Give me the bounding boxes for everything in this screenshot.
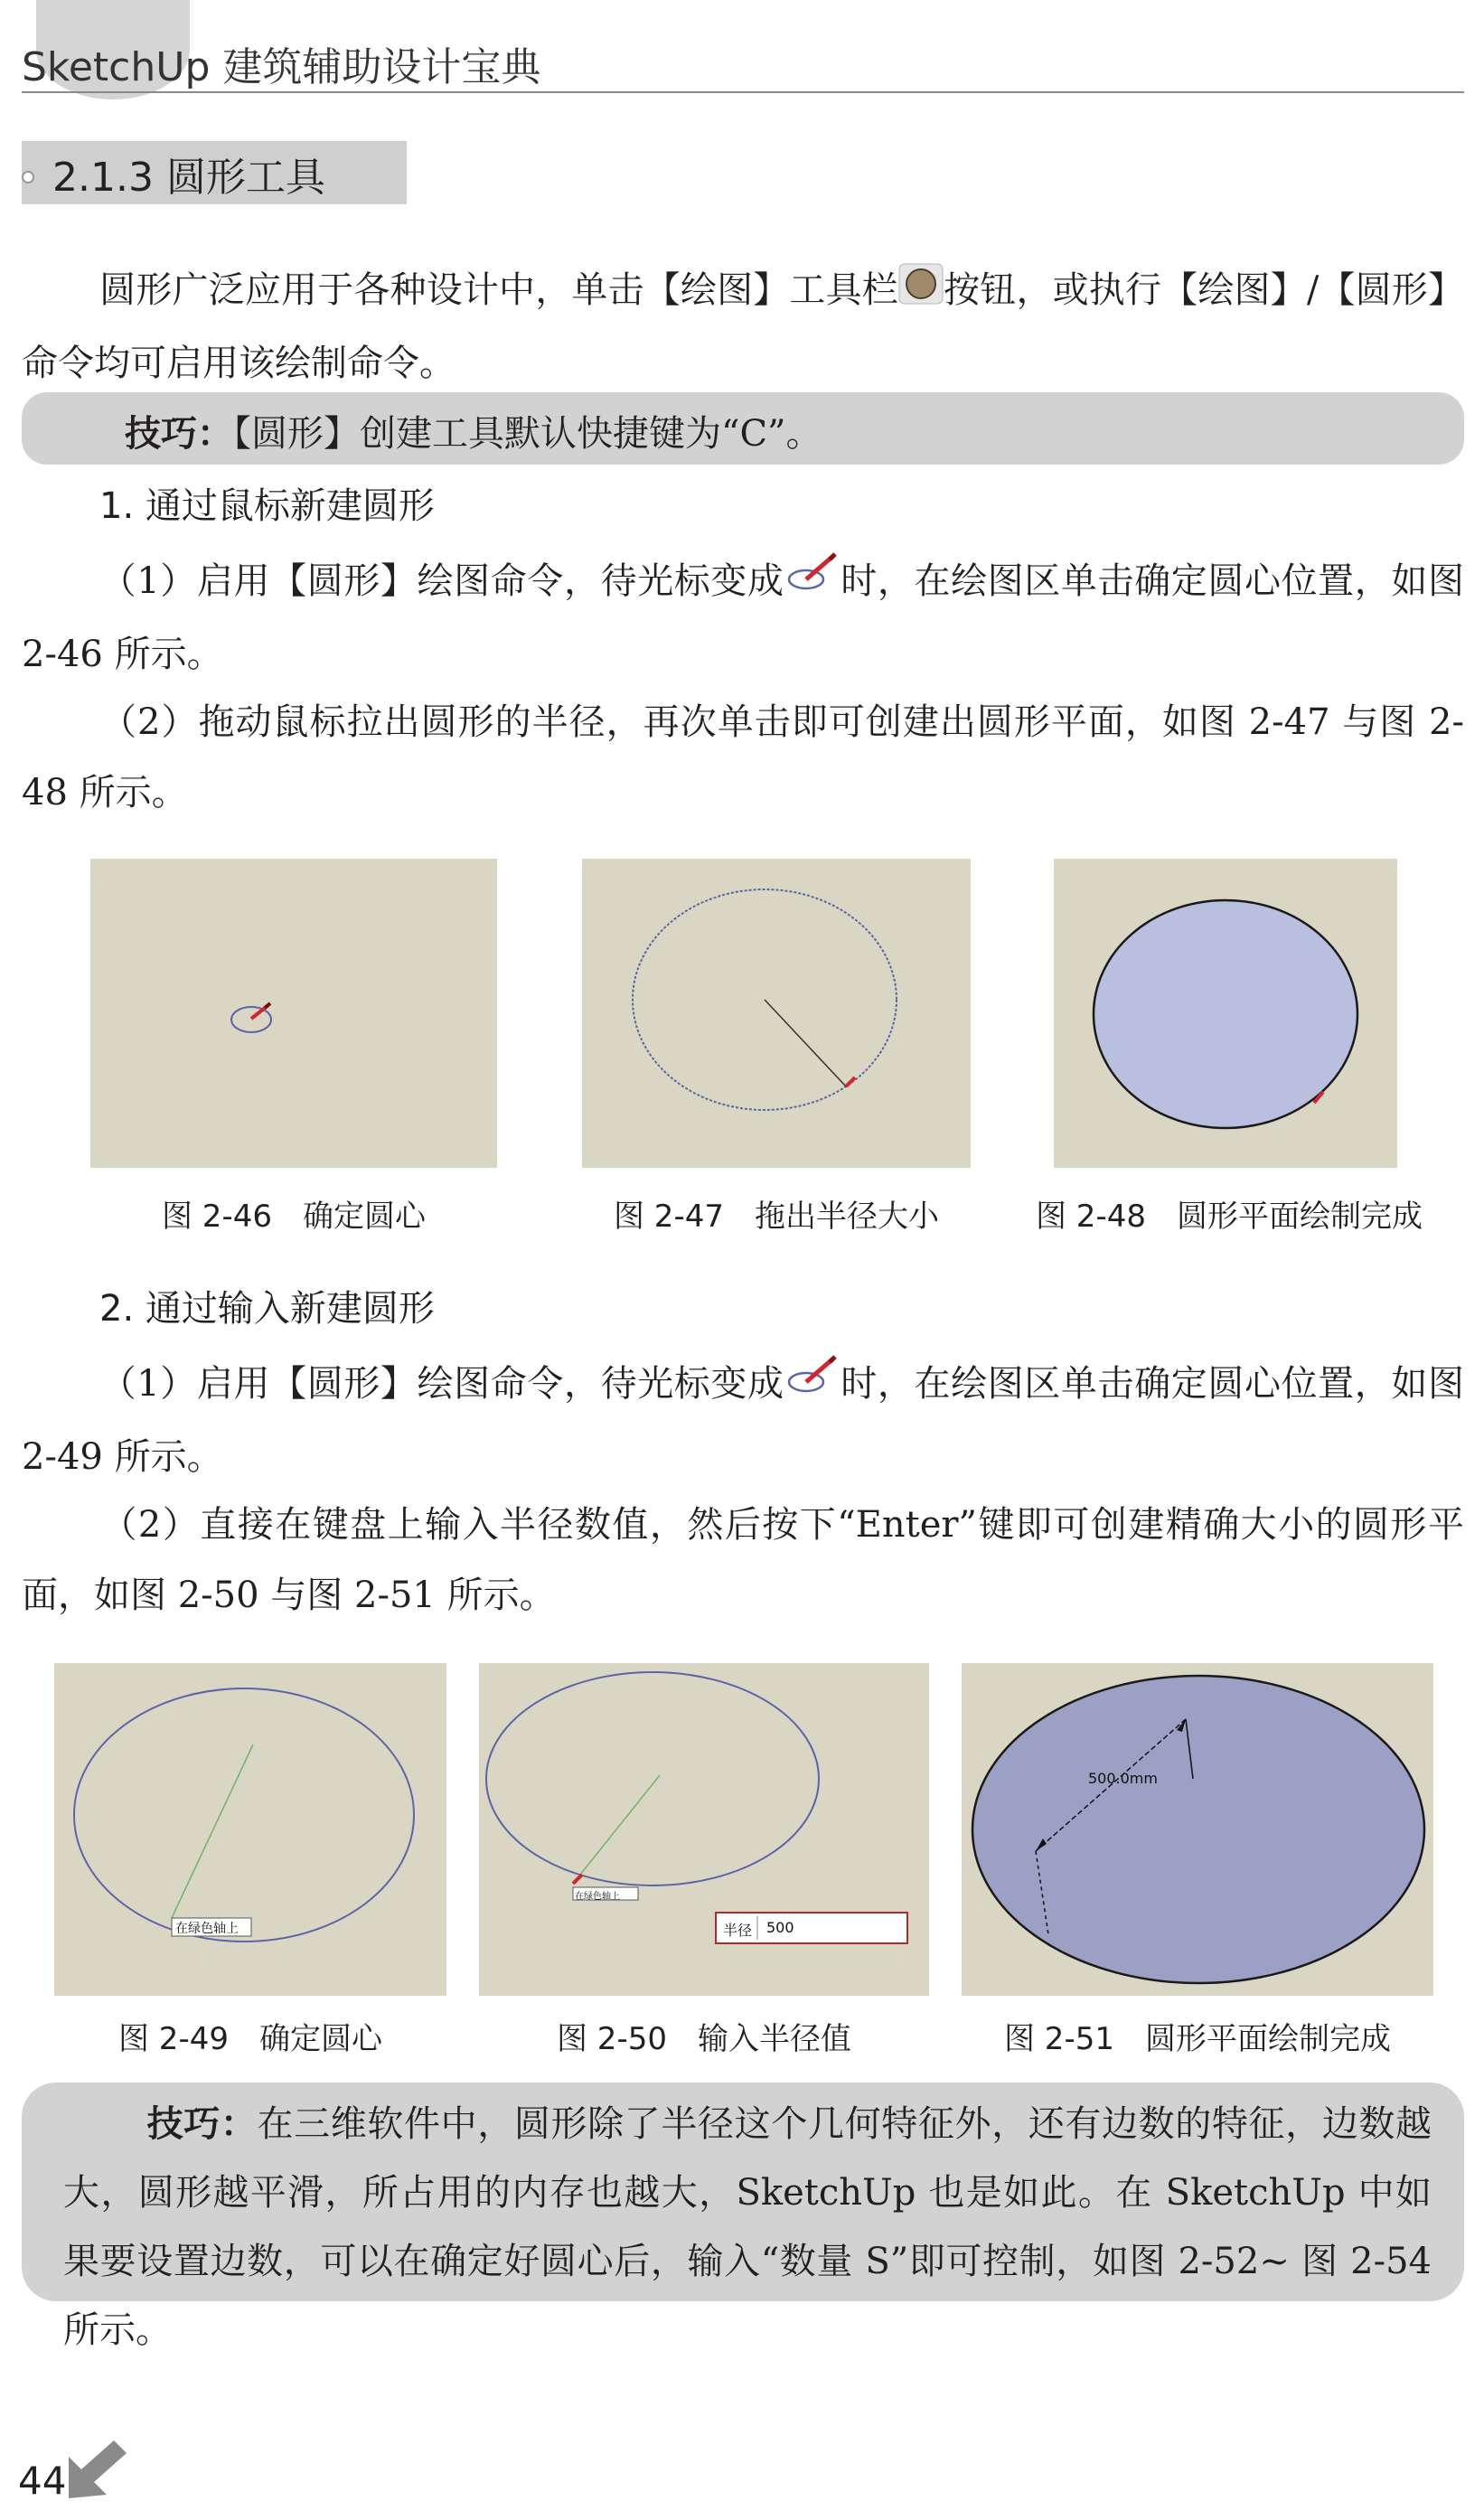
caption-2-47: 图 2-47 拖出半径大小	[614, 1199, 939, 1235]
caption-2-50: 图 2-50 输入半径值	[557, 2021, 851, 2057]
dimension-label: 500.0mm	[1088, 1770, 1158, 1787]
part1-step1	[22, 546, 1464, 690]
tip-2-text: 在三维软件中，圆形除了半径这个几何特征外，还有边数的特征，边数越大，圆形越平滑，所占用的内存也越大，SketchUp 也是如此。在 SketchUp 中如果要设置边数，可以在确定好圆心后，输入“数量 S”即可控制，如图 2-52~ 图 2-54 所示。	[63, 2103, 1432, 2351]
section-heading: 2.1.3 圆形工具	[52, 155, 325, 201]
figure-2-48	[1054, 859, 1397, 1168]
page-arrow-icon	[65, 2440, 127, 2506]
page-number: 44	[18, 2459, 67, 2503]
intro-text-1: 圆形广泛应用于各种设计中，单击【绘图】工具栏	[99, 269, 898, 311]
caption-2-46: 图 2-46 确定圆心	[162, 1199, 426, 1235]
header-rule	[22, 91, 1464, 93]
part1-step1-a: （1）启用【圆形】绘图命令，待光标变成	[99, 560, 784, 602]
header-title: SketchUp 建筑辅助设计宝典	[22, 44, 541, 90]
caption-2-49: 图 2-49 确定圆心	[118, 2021, 382, 2057]
part1-step2: （2）拖动鼠标拉出圆形的半径，再次单击即可创建出圆形平面，如图 2-47 与图 2-48 所示。	[22, 701, 1464, 813]
figure-2-50	[479, 1663, 929, 1996]
vcb-radius-input[interactable]: 500	[766, 1919, 794, 1936]
tip-1	[125, 405, 822, 456]
tip-2-label: 技巧：	[146, 2103, 258, 2145]
tip-1-text: 【圆形】创建工具默认快捷键为“C”。	[233, 413, 822, 455]
intro-paragraph	[22, 255, 1464, 399]
section-bullet-icon	[22, 171, 34, 183]
figure-2-51	[962, 1663, 1433, 1996]
part2-step1	[22, 1349, 1464, 1492]
caption-2-48: 图 2-48 圆形平面绘制完成	[1036, 1199, 1423, 1235]
tip-1-label: 技巧：	[125, 413, 233, 455]
part2-heading: 2. 通过输入新建圆形	[99, 1288, 435, 1330]
intro-text-2: 按钮，或执行【绘图】/【圆形】命令均可启用该绘制命令。	[22, 269, 1465, 384]
part2-step1-a: （1）启用【圆形】绘图命令，待光标变成	[99, 1363, 784, 1405]
part2-step2: （2）直接在键盘上输入半径数值，然后按下“Enter”键即可创建精确大小的圆形平面，如图 2-50 与图 2-51 所示。	[22, 1504, 1464, 1616]
figure-2-49	[54, 1663, 446, 1996]
pencil-circle-cursor-icon	[784, 549, 841, 619]
tip-2	[63, 2090, 1432, 2365]
circle-tool-icon	[898, 258, 944, 328]
part2-step1-b: 时，在绘图区单击确定圆心位置，如图 2-49 所示。	[22, 1363, 1464, 1478]
caption-2-51: 图 2-51 圆形平面绘制完成	[1004, 2021, 1391, 2057]
figure-2-47	[582, 859, 971, 1168]
figure-2-46	[90, 859, 497, 1168]
part1-step1-b: 时，在绘图区单击确定圆心位置，如图 2-46 所示。	[22, 560, 1464, 675]
vcb-label: 半径	[723, 1922, 753, 1939]
pencil-circle-cursor-icon	[784, 1351, 841, 1422]
tip-box-2	[22, 2083, 1464, 2351]
green-axis-tooltip: 在绿色轴上	[575, 1892, 620, 1902]
green-axis-tooltip: 在绿色轴上	[175, 1922, 239, 1936]
part1-heading: 1. 通过鼠标新建圆形	[99, 485, 435, 527]
